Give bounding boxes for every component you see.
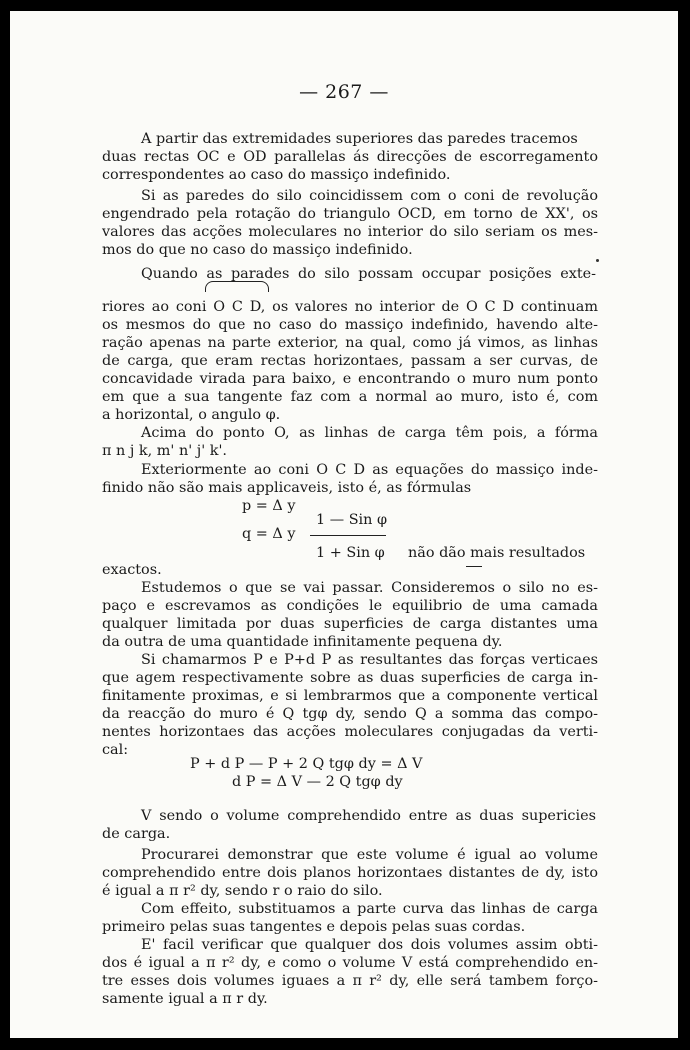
text-line: engendrado pela rotação do triangulo OCD, em torno de XX', os (102, 206, 598, 222)
text-line: π n j k, m' n' j' k'. (102, 443, 227, 459)
text-line: de carga. (102, 826, 171, 842)
text-line: Procurarei demonstrar que este volume é igual ao volume (141, 847, 598, 863)
text-line: da reacção do muro é Q tgφ dy, sendo Q a somma das compo- (102, 706, 598, 722)
text-line: finitamente proximas, e si lembrarmos que a componente vertical (102, 688, 598, 704)
fraction-bar (310, 535, 386, 536)
text-line: a horizontal, o angulo φ. (102, 407, 281, 423)
text-line: Com effeito, substituamos a parte curva das linhas de carga (141, 901, 598, 917)
ink-speck (596, 259, 599, 262)
text-line: ração apenas na parte exterior, na qual, como já vimos, as linhas (102, 335, 598, 351)
text-line: riores ao coni O C D, os valores no interior de O C D continuam (102, 299, 598, 315)
text-line: Si as paredes do silo coincidissem com o coni de revolução (141, 188, 598, 204)
text-line: de carga, que eram rectas horizontaes, passam a ser curvas, de (102, 353, 598, 369)
text-line: Si chamarmos P e P+d P as resultantes das forças verticaes (141, 652, 598, 668)
text-line: samente igual a π r dy. (102, 991, 268, 1007)
text-line: em que a sua tangente faz com a normal ao muro, isto é, com (102, 389, 598, 405)
text-line: Quando as parades do silo possam occupar posições exte- (141, 266, 596, 282)
text-line: concavidade virada para baixo, e encontrando o muro num ponto (102, 371, 598, 387)
text-line: correspondentes ao caso do massiço indefinido. (102, 167, 451, 183)
text-line: V sendo o volume comprehendido entre as duas supericies (141, 808, 596, 824)
formula-line-1: P + d P — P + 2 Q tgφ dy = Δ V (190, 756, 423, 772)
text-line: comprehendido entre dois planos horizontaes distantes de dy, isto (102, 865, 598, 881)
formula-line-2: d P = Δ V — 2 Q tgφ dy (232, 774, 403, 790)
text-line: os mesmos do que no caso do massiço indefinido, havendo alte- (102, 317, 598, 333)
arc-overline (205, 281, 269, 292)
text-line: valores das acções moleculares no interior do silo seriam os mes- (102, 224, 598, 240)
formula-numerator: 1 — Sin φ (316, 512, 388, 528)
formula-q-lhs: q = Δ y (242, 526, 296, 542)
text-line: exactos. (102, 562, 162, 578)
text-line: mos do que no caso do massiço indefinido. (102, 242, 413, 258)
text-line: é igual a π r² dy, sendo r o raio do silo. (102, 883, 383, 899)
page-number: — 267 — (299, 81, 389, 103)
formula-denominator: 1 + Sin φ (316, 545, 385, 561)
text-line: nentes horizontaes das acções moleculares conjugadas da verti- (102, 724, 598, 740)
text-line: Estudemos o que se vai passar. Consideremos o silo no es- (141, 580, 598, 596)
underline-dash (466, 566, 482, 567)
text-line: que agem respectivamente sobre as duas superficies de carga in- (102, 670, 598, 686)
formula-p: p = Δ y (242, 498, 296, 514)
text-line: dos é igual a π r² dy, e como o volume V está comprehendido en- (102, 955, 598, 971)
formula-tail: não dão mais resultados (408, 545, 586, 561)
text-line: qualquer limitada por duas superficies de carga distantes uma (102, 616, 598, 632)
text-line: E' facil verificar que qualquer dos dois volumes assim obti- (141, 937, 598, 953)
text-line: duas rectas OC e OD parallelas ás direcções de escorregamento (102, 149, 598, 165)
text-line: cal: (102, 742, 129, 758)
text-line: primeiro pelas suas tangentes e depois pelas suas cordas. (102, 919, 526, 935)
book-page (10, 11, 678, 1038)
text-line: tre esses dois volumes iguaes a π r² dy, elle será tambem forço- (102, 973, 598, 989)
text-line: finido não são mais applicaveis, isto é, as fórmulas (102, 480, 472, 496)
text-line: Exteriormente ao coni O C D as equações do massiço inde- (141, 462, 598, 478)
text-line: da outra de uma quantidade infinitamente pequena dy. (102, 634, 503, 650)
text-line: paço e escrevamos as condições le equilibrio de uma camada (102, 598, 598, 614)
text-line: A partir das extremidades superiores das paredes tracemos (141, 131, 578, 147)
text-line: Acima do ponto O, as linhas de carga têm pois, a fórma (141, 425, 598, 441)
